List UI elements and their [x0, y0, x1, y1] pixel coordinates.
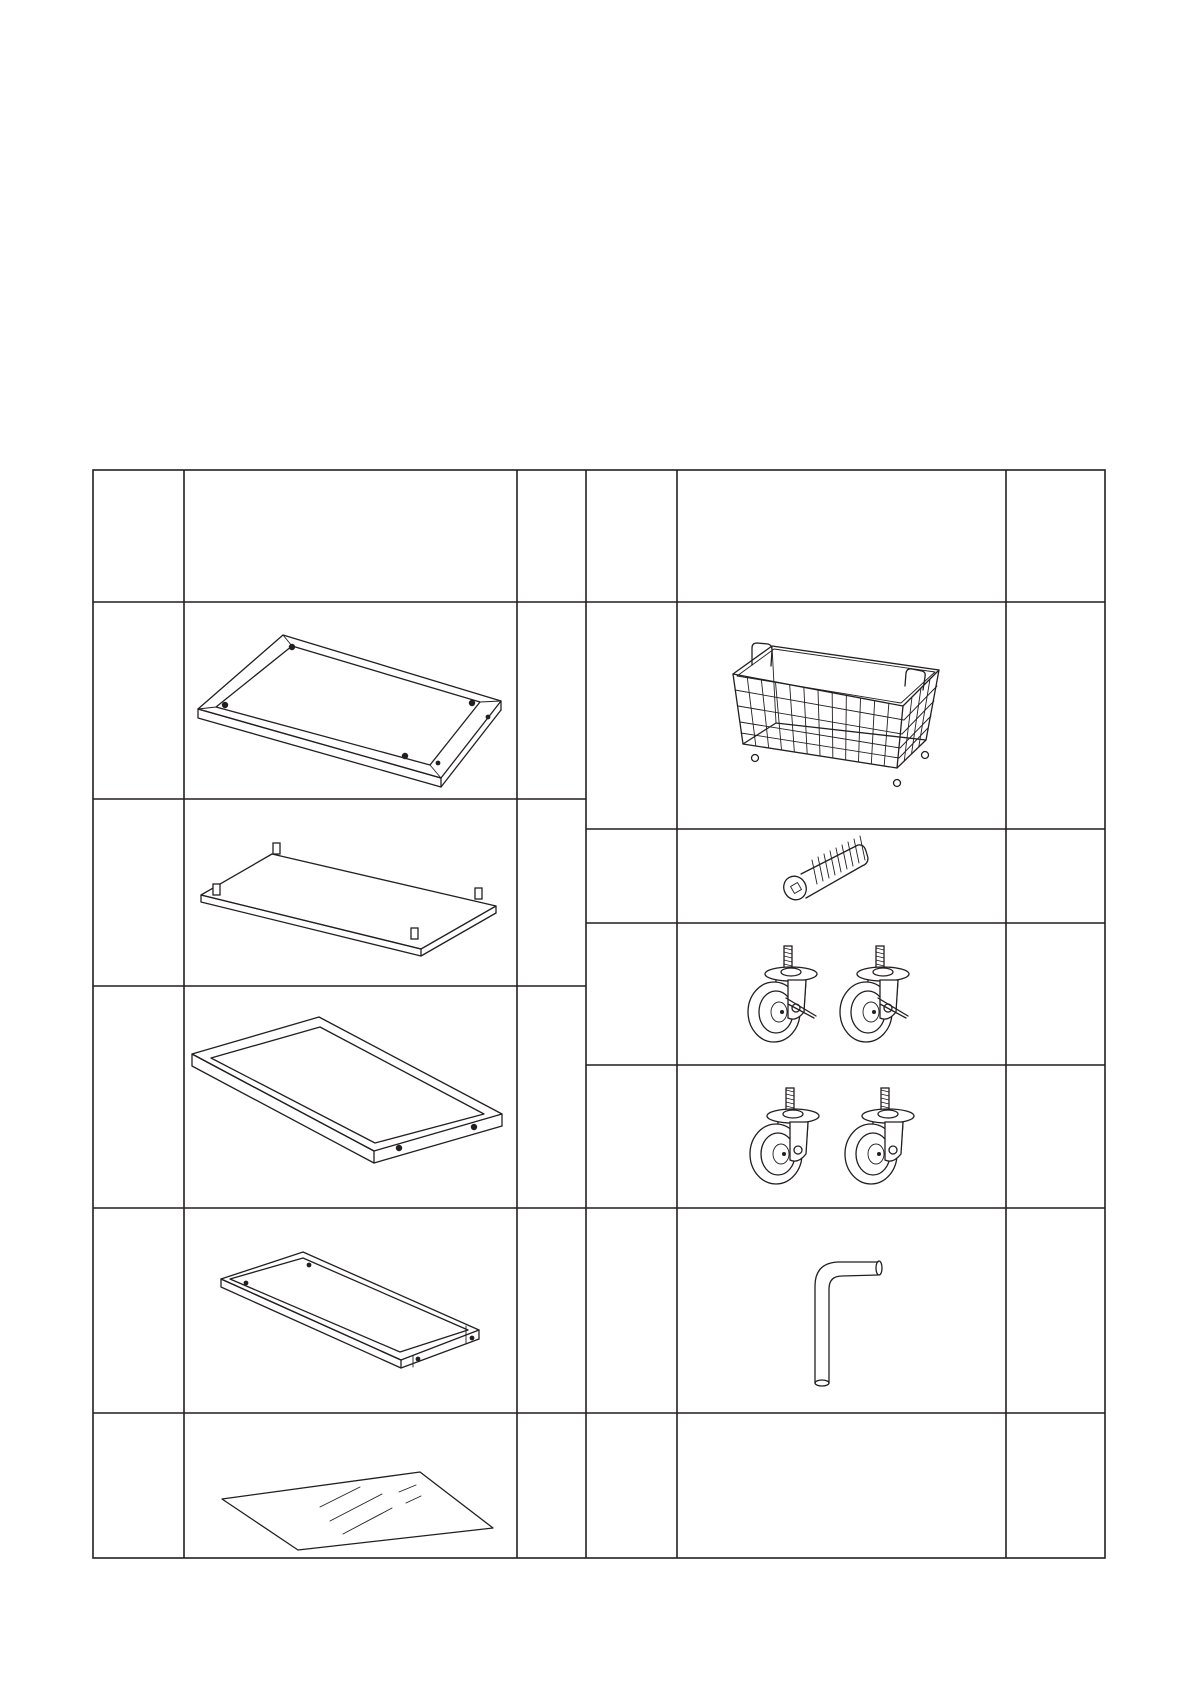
caster-wheels-icon [750, 1088, 914, 1184]
locking-caster-wheels-icon [748, 946, 909, 1042]
allen-key-icon [815, 1261, 882, 1386]
flat-board-with-pegs-icon [201, 843, 496, 956]
glass-panel-icon [222, 1472, 493, 1550]
wire-basket-icon [733, 643, 939, 787]
shallow-tray-frame-icon [192, 1017, 502, 1163]
bolt-icon [779, 836, 868, 904]
narrow-rail-frame-icon [221, 1252, 479, 1368]
frame-with-pegs-icon [198, 635, 501, 787]
parts-table-grid [93, 470, 1105, 1558]
